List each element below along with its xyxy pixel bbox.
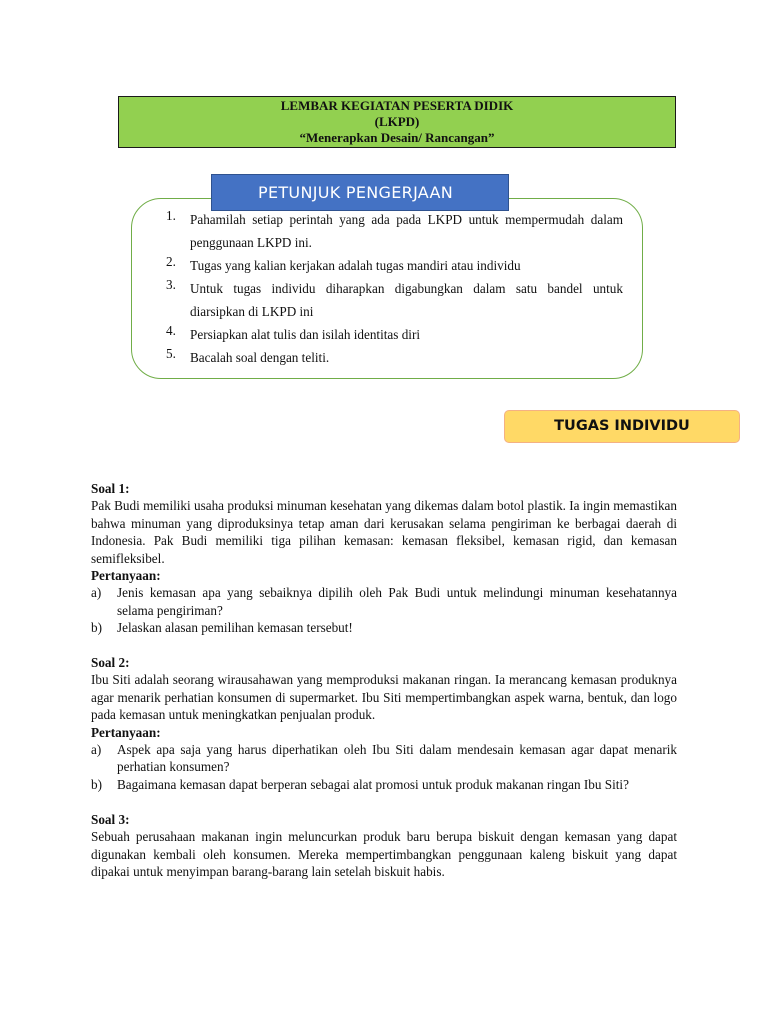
question-label: b)	[91, 620, 102, 636]
soal-content	[91, 480, 677, 898]
question-text: Aspek apa saja yang harus diperhatikan oleh Ibu Siti dalam mendesain kemasan agar dapat menarik perhatian konsumen?	[117, 742, 677, 775]
question-label: b)	[91, 776, 102, 792]
instruction-item	[166, 346, 623, 369]
soal-title: Soal 1:	[91, 481, 130, 496]
soal-text: Pak Budi memiliki usaha produksi minuman kesehatan yang dikemas dalam botol plastik. Ia ingin memastikan bahwa minuman yang diproduksinya tetap aman dari kerusakan selama pengiriman ke berbagai daerah di Indonesia. Pak Budi memiliki tiga pilihan kemasan: kemasan fleksibel, kemasan rigid, dan kemasan semifleksibel.	[91, 498, 677, 566]
instructions-title: PETUNJUK PENGERJAAN	[211, 174, 509, 211]
soal-title: Soal 2:	[91, 655, 130, 671]
instruction-number: 5.	[166, 346, 176, 361]
instruction-text: Bacalah soal dengan teliti.	[190, 350, 330, 365]
question-item	[91, 741, 677, 776]
instruction-item	[166, 323, 623, 346]
question-label: a)	[91, 585, 102, 601]
instruction-number: 3.	[166, 277, 176, 292]
instruction-text: Persiapkan alat tulis dan isilah identitas diri	[190, 327, 421, 342]
soal-2	[91, 654, 677, 793]
instruction-number: 4.	[166, 323, 176, 338]
question-list	[91, 584, 677, 636]
question-item	[91, 776, 677, 793]
pertanyaan-label: Pertanyaan:	[91, 724, 161, 740]
tugas-individu-label: TUGAS INDIVIDU	[504, 410, 740, 443]
question-text: Jenis kemasan apa yang sebaiknya dipilih oleh Pak Budi untuk melindungi minuman kesehatannya selama pengiriman?	[117, 585, 677, 618]
question-list	[91, 741, 677, 793]
question-text: Bagaimana kemasan dapat berperan sebagai alat promosi untuk produk makanan ringan Ibu Siti?	[117, 776, 629, 792]
instruction-text: Pahamilah setiap perintah yang ada pada LKPD untuk mempermudah dalam penggunaan LKPD ini.	[190, 212, 623, 250]
instructions-list	[166, 208, 623, 369]
instruction-item	[166, 254, 623, 277]
header-title: LEMBAR KEGIATAN PESERTA DIDIK	[280, 98, 514, 113]
instruction-number: 1.	[166, 208, 176, 223]
pertanyaan-label: Pertanyaan:	[91, 568, 161, 584]
instruction-item	[166, 208, 623, 254]
soal-1	[91, 480, 677, 637]
question-label: a)	[91, 742, 102, 758]
instruction-text: Untuk tugas individu diharapkan digabungkan dalam satu bandel untuk diarsipkan di LKPD ini	[190, 281, 623, 319]
question-item	[91, 584, 677, 619]
header-theme: “Menerapkan Desain/ Rancangan”	[299, 130, 495, 145]
soal-text: Ibu Siti adalah seorang wirausahawan yang memproduksi makanan ringan. Ia merancang kemasan produknya agar menarik perhatian konsumen di supermarket. Ibu Siti mempertimbangkan aspek warna, bentuk, dan logo pada kemasan untuk meningkatkan penjualan produk.	[91, 672, 677, 723]
header-subtitle: (LKPD)	[374, 114, 420, 129]
question-text: Jelaskan alasan pemilihan kemasan tersebut!	[117, 620, 353, 636]
soal-title: Soal 3:	[91, 811, 130, 827]
lkpd-header	[118, 96, 676, 148]
soal-3	[91, 811, 677, 881]
question-item	[91, 619, 677, 636]
instruction-number: 2.	[166, 254, 176, 269]
instruction-item	[166, 277, 623, 323]
instruction-text: Tugas yang kalian kerjakan adalah tugas mandiri atau individu	[190, 258, 521, 273]
soal-text: Sebuah perusahaan makanan ingin meluncurkan produk baru berupa biskuit dengan kemasan yang dapat digunakan kembali oleh konsumen. Mereka mempertimbangkan penggunaan kaleng biskuit yang dapat dipakai untuk menyimpan barang-barang lain setelah biskuit habis.	[91, 829, 677, 879]
